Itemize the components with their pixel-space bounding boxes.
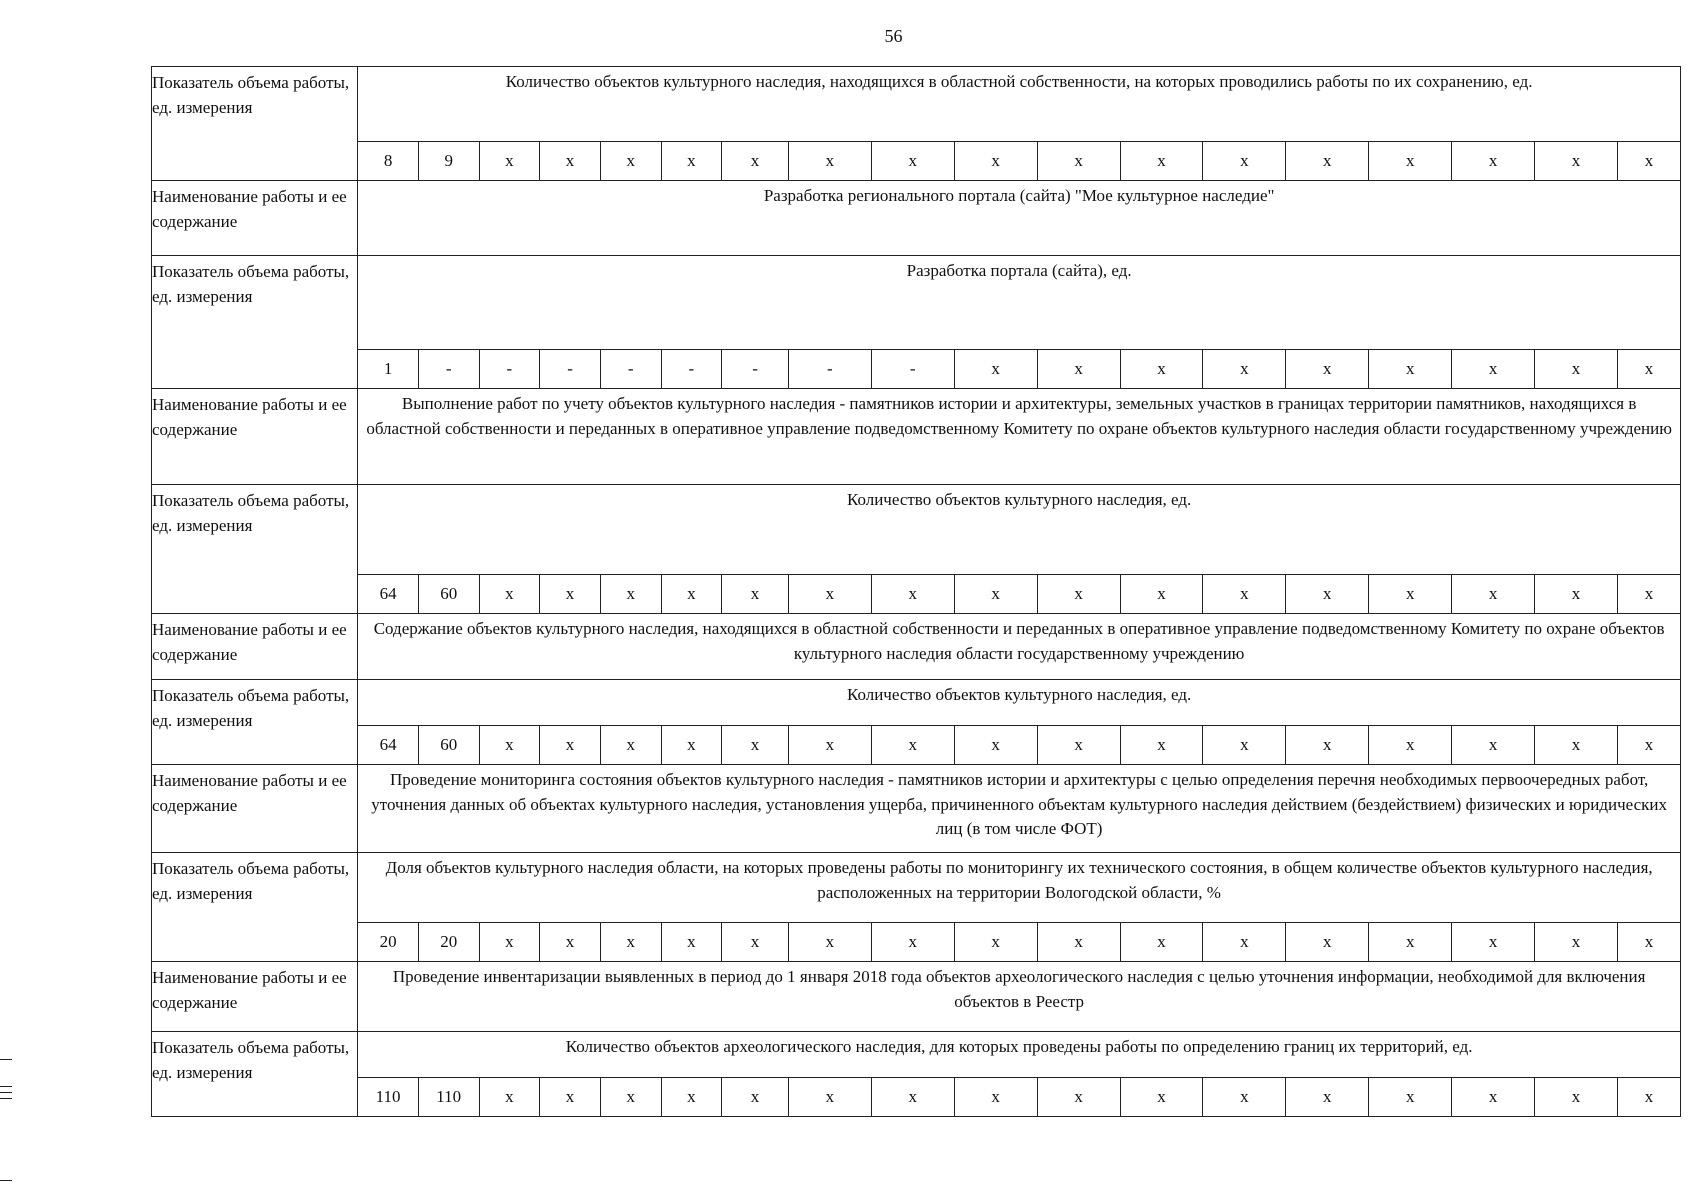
value-cell: х <box>600 575 661 614</box>
value-cell: х <box>540 726 601 765</box>
value-cell: х <box>1452 575 1535 614</box>
value-cell: х <box>661 726 722 765</box>
value-cell: х <box>1617 142 1680 181</box>
value-cell: х <box>1037 923 1120 962</box>
value-cell: х <box>1203 726 1286 765</box>
value-cell: х <box>1535 142 1618 181</box>
value-cell: х <box>1535 923 1618 962</box>
value-cell: х <box>722 142 789 181</box>
work-name-row <box>152 765 1681 853</box>
value-cell: х <box>788 923 871 962</box>
value-cell: х <box>1286 142 1369 181</box>
work-name-label: Наименование работы и ее содержание <box>152 614 358 680</box>
value-cell: х <box>1369 923 1452 962</box>
value-cell: х <box>722 575 789 614</box>
value-cell: х <box>954 726 1037 765</box>
value-cell: х <box>1617 923 1680 962</box>
value-cell: х <box>1037 726 1120 765</box>
value-cell: х <box>1452 350 1535 389</box>
volume-indicator-label: Показатель объема работы, ед. измерения <box>152 256 358 389</box>
volume-indicator-description: Доля объектов культурного наследия области, на которых проведены работы по мониторингу их технического состояния, в общем количестве объектов культурного наследия, расположенных на территории Вологодской области, % <box>358 853 1681 923</box>
value-cell: 64 <box>358 726 419 765</box>
margin-mark <box>0 1180 12 1181</box>
value-cell: х <box>1120 575 1203 614</box>
value-cell: - <box>871 350 954 389</box>
volume-indicator-description: Количество объектов археологического наследия, для которых проведены работы по определению границ их территорий, ед. <box>358 1032 1681 1078</box>
value-cell: 110 <box>358 1078 419 1117</box>
value-cell: х <box>1286 726 1369 765</box>
value-cell: х <box>1617 350 1680 389</box>
value-cell: х <box>1286 1078 1369 1117</box>
value-cell: 20 <box>358 923 419 962</box>
value-cell: х <box>1203 142 1286 181</box>
volume-indicator-description: Разработка портала (сайта), ед. <box>358 256 1681 350</box>
value-cell: х <box>871 575 954 614</box>
value-cell: х <box>479 1078 540 1117</box>
value-cell: х <box>871 726 954 765</box>
value-cell: х <box>1369 575 1452 614</box>
value-cell: х <box>540 142 601 181</box>
value-cell: 1 <box>358 350 419 389</box>
value-cell: х <box>1535 1078 1618 1117</box>
volume-indicator-description: Количество объектов культурного наследия, ед. <box>358 485 1681 575</box>
work-name-label: Наименование работы и ее содержание <box>152 181 358 256</box>
work-description: Содержание объектов культурного наследия, находящихся в областной собственности и переданных в оперативное управление подведомственному Комитету по охране объектов культурного наследия области государственному учреждению <box>358 614 1681 680</box>
work-name-label: Наименование работы и ее содержание <box>152 389 358 485</box>
value-cell: х <box>1617 1078 1680 1117</box>
work-description: Проведение инвентаризации выявленных в период до 1 января 2018 года объектов археологического наследия с целью уточнения информации, необходимой для включения объектов в Реестр <box>358 962 1681 1032</box>
value-cell: х <box>1120 350 1203 389</box>
value-cell: х <box>1617 726 1680 765</box>
table-body <box>152 67 1681 1117</box>
value-cell: х <box>1203 1078 1286 1117</box>
value-cell: х <box>1037 575 1120 614</box>
value-cell: х <box>540 575 601 614</box>
value-cell: х <box>788 1078 871 1117</box>
value-row <box>152 575 1681 614</box>
value-cell: х <box>722 1078 789 1117</box>
value-cell: х <box>479 726 540 765</box>
margin-mark <box>0 1092 12 1093</box>
volume-indicator-label: Показатель объема работы, ед. измерения <box>152 680 358 765</box>
value-cell: х <box>1203 350 1286 389</box>
value-cell: х <box>1369 726 1452 765</box>
value-cell: х <box>871 142 954 181</box>
work-volume-table <box>151 66 1681 1117</box>
value-cell: х <box>954 142 1037 181</box>
work-name-label: Наименование работы и ее содержание <box>152 962 358 1032</box>
volume-indicator-label: Показатель объема работы, ед. измерения <box>152 485 358 614</box>
volume-indicator-label: Показатель объема работы, ед. измерения <box>152 853 358 962</box>
work-description: Проведение мониторинга состояния объектов культурного наследия - памятников истории и архитектуры с целью определения перечня необходимых первоочередных работ, уточнения данных об объектах культурного наследия, установления ущерба, причиненного объектам культурного наследия действием (бездействием) физических и юридических лиц (в том числе ФОТ) <box>358 765 1681 853</box>
value-cell: 60 <box>418 726 479 765</box>
value-cell: - <box>479 350 540 389</box>
work-name-row <box>152 614 1681 680</box>
volume-indicator-description: Количество объектов культурного наследия, находящихся в областной собственности, на которых проводились работы по их сохранению, ед. <box>358 67 1681 142</box>
value-cell: х <box>600 142 661 181</box>
value-cell: х <box>1037 350 1120 389</box>
volume-indicator-row <box>152 256 1681 350</box>
value-cell: х <box>1286 575 1369 614</box>
value-cell: х <box>661 923 722 962</box>
value-cell: х <box>661 142 722 181</box>
value-cell: 110 <box>418 1078 479 1117</box>
value-cell: х <box>1120 726 1203 765</box>
value-row <box>152 142 1681 181</box>
value-cell: х <box>600 726 661 765</box>
value-cell: х <box>1120 1078 1203 1117</box>
page-number: 56 <box>884 26 903 46</box>
value-cell: - <box>418 350 479 389</box>
value-cell: х <box>600 1078 661 1117</box>
volume-indicator-label: Показатель объема работы, ед. измерения <box>152 67 358 181</box>
value-cell: 9 <box>418 142 479 181</box>
value-cell: х <box>871 1078 954 1117</box>
value-cell: х <box>1535 575 1618 614</box>
value-row <box>152 726 1681 765</box>
value-cell: х <box>954 575 1037 614</box>
work-description: Выполнение работ по учету объектов культурного наследия - памятников истории и архитектуры, земельных участков в границах территории памятников, находящихся в областной собственности и переданных в оперативное управление подведомственному Комитету по охране объектов культурного наследия области государственному учреждению <box>358 389 1681 485</box>
value-cell: - <box>788 350 871 389</box>
value-cell: х <box>1369 1078 1452 1117</box>
value-cell: х <box>1286 350 1369 389</box>
value-cell: х <box>1369 142 1452 181</box>
value-cell: х <box>722 726 789 765</box>
value-cell: х <box>788 575 871 614</box>
value-cell: х <box>954 923 1037 962</box>
work-description: Разработка регионального портала (сайта) "Мое культурное наследие" <box>358 181 1681 256</box>
value-cell: х <box>954 1078 1037 1117</box>
value-cell: х <box>1120 142 1203 181</box>
value-cell: х <box>1203 923 1286 962</box>
margin-mark <box>0 1098 12 1099</box>
work-name-label: Наименование работы и ее содержание <box>152 765 358 853</box>
value-cell: х <box>1535 350 1618 389</box>
value-cell: х <box>722 923 789 962</box>
value-cell: х <box>540 923 601 962</box>
value-row <box>152 1078 1681 1117</box>
volume-indicator-row <box>152 67 1681 142</box>
value-cell: х <box>661 575 722 614</box>
value-cell: х <box>788 726 871 765</box>
value-cell: х <box>1452 726 1535 765</box>
value-cell: - <box>540 350 601 389</box>
margin-mark <box>0 1086 12 1087</box>
value-cell: х <box>1120 923 1203 962</box>
value-cell: х <box>540 1078 601 1117</box>
work-name-row <box>152 389 1681 485</box>
value-cell: х <box>661 1078 722 1117</box>
volume-indicator-row <box>152 485 1681 575</box>
value-cell: х <box>1452 142 1535 181</box>
value-cell: х <box>1369 350 1452 389</box>
value-cell: - <box>600 350 661 389</box>
value-cell: 60 <box>418 575 479 614</box>
volume-indicator-description: Количество объектов культурного наследия, ед. <box>358 680 1681 726</box>
value-cell: х <box>1286 923 1369 962</box>
value-cell: х <box>600 923 661 962</box>
value-cell: х <box>871 923 954 962</box>
value-cell: х <box>1452 1078 1535 1117</box>
work-name-row <box>152 962 1681 1032</box>
value-cell: х <box>479 142 540 181</box>
value-cell: х <box>1617 575 1680 614</box>
value-cell: х <box>479 923 540 962</box>
value-row <box>152 350 1681 389</box>
value-cell: х <box>954 350 1037 389</box>
value-cell: х <box>1535 726 1618 765</box>
value-cell: х <box>1203 575 1286 614</box>
value-cell: х <box>1037 142 1120 181</box>
volume-indicator-row <box>152 1032 1681 1078</box>
value-cell: 8 <box>358 142 419 181</box>
value-cell: х <box>1452 923 1535 962</box>
value-cell: х <box>788 142 871 181</box>
volume-indicator-label: Показатель объема работы, ед. измерения <box>152 1032 358 1117</box>
value-cell: - <box>722 350 789 389</box>
margin-mark <box>0 1059 12 1060</box>
volume-indicator-row <box>152 680 1681 726</box>
work-name-row <box>152 181 1681 256</box>
value-cell: 64 <box>358 575 419 614</box>
value-cell: 20 <box>418 923 479 962</box>
value-cell: - <box>661 350 722 389</box>
value-cell: х <box>1037 1078 1120 1117</box>
value-row <box>152 923 1681 962</box>
value-cell: х <box>479 575 540 614</box>
volume-indicator-row <box>152 853 1681 923</box>
